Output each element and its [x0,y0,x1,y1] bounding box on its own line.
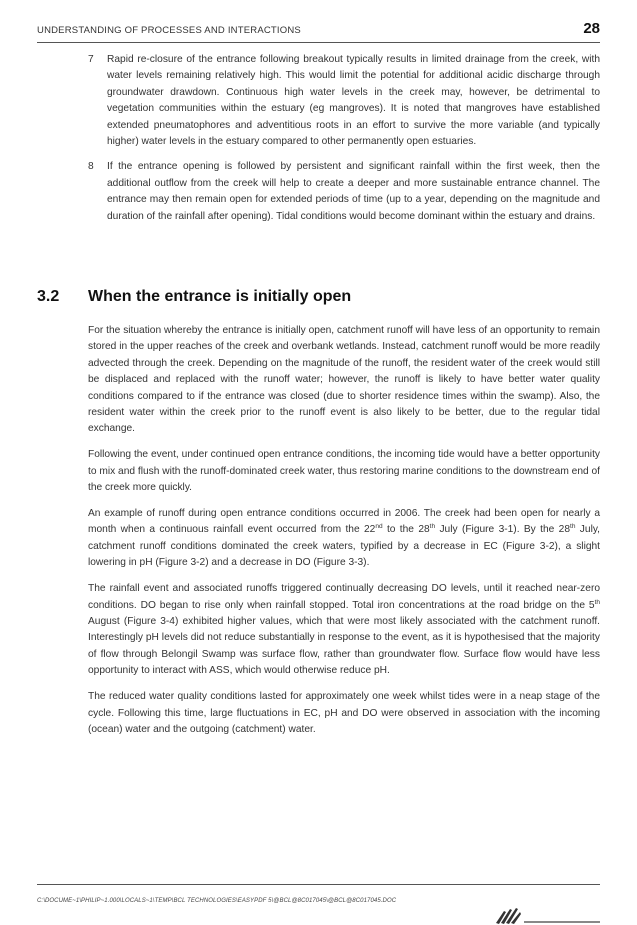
list-item [88,159,600,225]
running-title: UNDERSTANDING OF PROCESSES AND INTERACTIONS [37,25,301,36]
list-item [88,52,600,150]
list-item-number: 7 [88,54,94,65]
list-item-text: Rapid re-closure of the entrance following breakout typically results in limited drainage from the creek, with water levels remaining relatively high. This would limit the potential for additional acidic discharge through groundwater drawdown. Continuous high water levels in the creek may, however, be detrimental to vegetation communities within the estuary (eg mangroves). It is noted that mangroves have established extended pneumatophores and adventitious roots in an effort to survive the more variable (and typically higher) water levels in the estuary compared to other permanently open estuaries. [107,54,600,148]
paragraph: The reduced water quality conditions lasted for approximately one week whilst tides were in a neap stage of the cycle. Following this time, large fluctuations in EC, pH and DO were observed in association with the incoming (ocean) water and the outgoing (catchment) water. [88,691,600,735]
page-header [37,20,600,43]
paragraph: Following the event, under continued open entrance conditions, the incoming tide would have a better opportunity to mix and flush with the runoff-dominated creek water, thus restoring marine conditions to the downstream end of the creek more quickly. [88,449,600,494]
section-body [88,323,600,748]
section-title: When the entrance is initially open [88,288,352,305]
page-number: 28 [583,20,600,37]
list-item-text: If the entrance opening is followed by persistent and significant rainfall within the first week, then the additional outflow from the creek will help to create a deeper and more sustainable entrance channel. The entrance may then remain open for extended periods of time (up to a year, depending on the magnitude and duration of the rainfall after opening). Tidal conditions would become dominant within the estuary and drains. [107,161,600,222]
paragraph: For the situation whereby the entrance is initially open, catchment runoff will have less of an opportunity to remain stored in the upper reaches of the creek and overbank wetlands. Instead, catchment runoff would be more readily advected through the creek. Depending on the magnitude of the runoff, the resident water of the creek would still be displaced and replaced with the runoff water; however, the runoff is likely to have better water quality conditions compared to if the entrance was closed (due to shorter residence times within the swamp). Also, the resident water within the creek prior to the runoff event is also likely to be better, due to the regular tidal exchange. [88,325,600,435]
paragraph: The rainfall event and associated runoffs triggered continually decreasing DO levels, until it reached near-zero conditions. DO began to rise only when rainfall stopped. Total iron concentrations at the road bridge on the 5th August (Figure 3-4) exhibited higher values, which that were most likely associated with the catchment runoff. Interestingly pH levels did not reduce substantially in response to the event, as it is hypothesised that the majority of flow through Belongil Swamp was surface flow, rather than groundwater flow. Surface flow would have less opportunity to interact with ASS, which would otherwise reduce pH. [88,583,600,677]
section-number: 3.2 [37,288,60,305]
list-item-number: 8 [88,161,94,173]
paragraph: An example of runoff during open entrance conditions occurred in 2006. The creek had been open for nearly a month when a continuous rainfall event occurred from the 22nd to the 28th July (Figure 3-1). By the 28th July, catchment runoff conditions dominated the creek waters, typified by a decrease in EC (Figure 3-2), a slight lowering in pH (Figure 3-2) and a decrease in DO (Figure 3-3). [88,508,600,569]
footer-file-path: C:\DOCUME~1\PHILIP~1.000\LOCALS~1\TEMP\BCL TECHNOLOGIES\EASYPDF 5\@BCL@8C017045\@BCL@8C017045.DOC [37,898,397,904]
footer-divider [37,884,600,885]
numbered-list [88,52,600,234]
section-heading [37,288,600,306]
company-logo-icon [494,906,600,925]
